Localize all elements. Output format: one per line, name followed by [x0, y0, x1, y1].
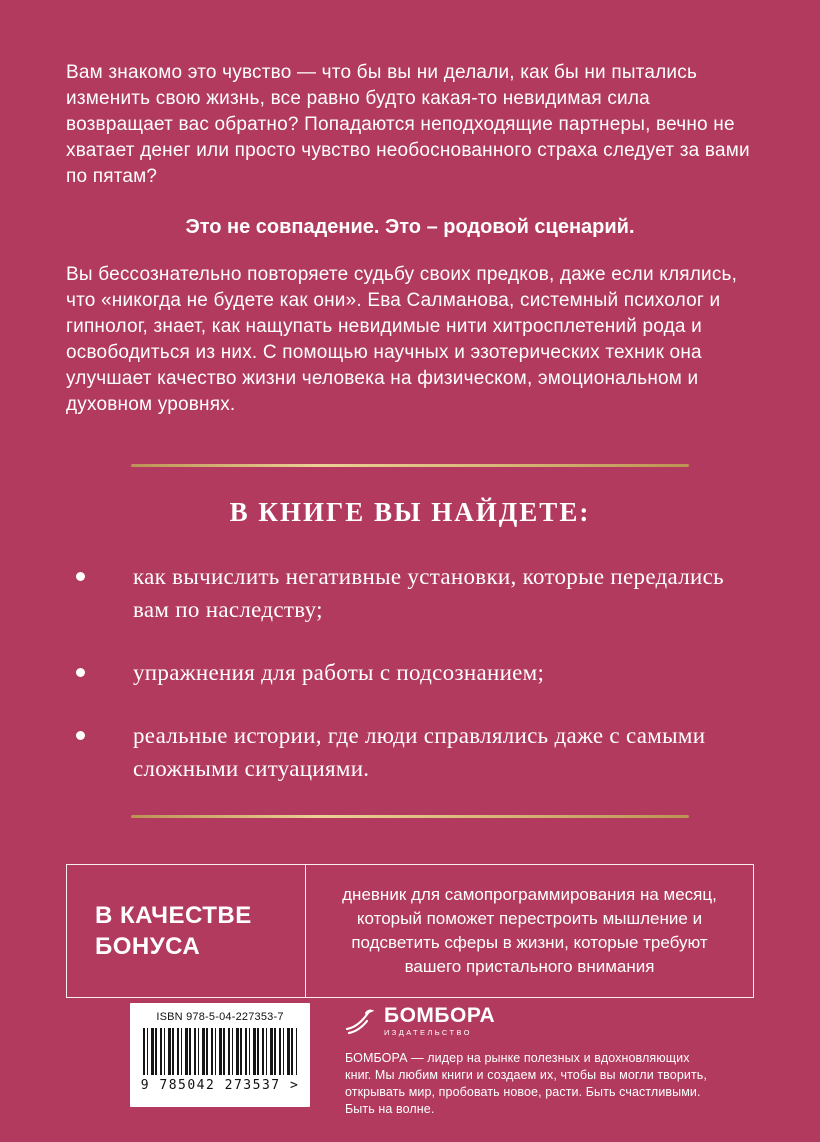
- divider-bottom: [131, 815, 689, 818]
- bonus-box: [66, 864, 754, 998]
- bonus-description-cell: [305, 865, 753, 997]
- bullet-icon: [76, 668, 85, 677]
- bonus-label: В КАЧЕСТВЕ БОНУСА: [95, 902, 252, 960]
- intro-paragraph: Вам знакомо это чувство — что бы вы ни делали, как бы ни пытались изменить свою жизнь, все равно будто какая-то невидимая сила возвращает вас обратно? Попадаются неподходящие партнеры, вечно не хватает денег или просто чувство необоснованного страха следует за вами по пятам?: [66, 62, 750, 187]
- divider-top: [131, 464, 689, 467]
- highlight-statement: Это не совпадение. Это – родовой сценарий.: [185, 216, 635, 238]
- list-item-text: упражнения для работы с подсознанием;: [133, 660, 545, 685]
- publisher-tagline: БОМБОРА — лидер на рынке полезных и вдохновляющих книг. Мы любим книги и создаем их, чтобы вы могли творить, открывать мир, пробовать новое, расти. Быть счастливыми. Быть на волне.: [345, 1051, 707, 1116]
- publisher-subtitle: ИЗДАТЕЛЬСТВО: [384, 1028, 472, 1037]
- list-item: [66, 560, 754, 626]
- feature-list: [66, 560, 754, 785]
- barcode-image: [143, 1028, 297, 1075]
- description-paragraph: Вы бессознательно повторяете судьбу своих предков, даже если клялись, что «никогда не будете как они». Ева Салманова, системный психолог и гипнолог, знает, как нащупать невидимые нити хитросплетений рода и освободиться из них. С помощью научных и эзотерических техник она улучшает качество жизни человека на физическом, эмоциональном и духовном уровнях.: [66, 264, 738, 415]
- barcode-block: [130, 1003, 310, 1107]
- publisher-name: БОМБОРА: [384, 1004, 496, 1027]
- bonus-label-cell: [67, 865, 305, 997]
- isbn-text: ISBN 978-5-04-227353-7: [156, 1011, 284, 1023]
- bombora-bird-icon: [345, 1007, 375, 1035]
- bullet-icon: [76, 572, 85, 581]
- list-item-text: как вычислить негативные установки, которые передались вам по наследству;: [133, 564, 724, 622]
- cover-footer: [0, 1003, 820, 1142]
- barcode-digits: 9 785042 273537 >: [140, 1078, 300, 1093]
- publisher-block: [345, 1005, 717, 1118]
- list-item-text: реальные истории, где люди справлялись даже с самыми сложными ситуациями.: [133, 723, 706, 781]
- publisher-logo: [345, 1005, 717, 1037]
- list-item: [66, 719, 754, 785]
- publisher-logo-text: [384, 1005, 495, 1037]
- list-item: [66, 656, 754, 689]
- bullet-icon: [76, 731, 85, 740]
- bonus-description: дневник для самопрограммирования на месяц, который поможет перестроить мышление и подсветить сферы в жизни, которые требуют вашего пристального внимания: [342, 885, 717, 976]
- section-heading: В КНИГЕ ВЫ НАЙДЕТЕ:: [229, 497, 591, 527]
